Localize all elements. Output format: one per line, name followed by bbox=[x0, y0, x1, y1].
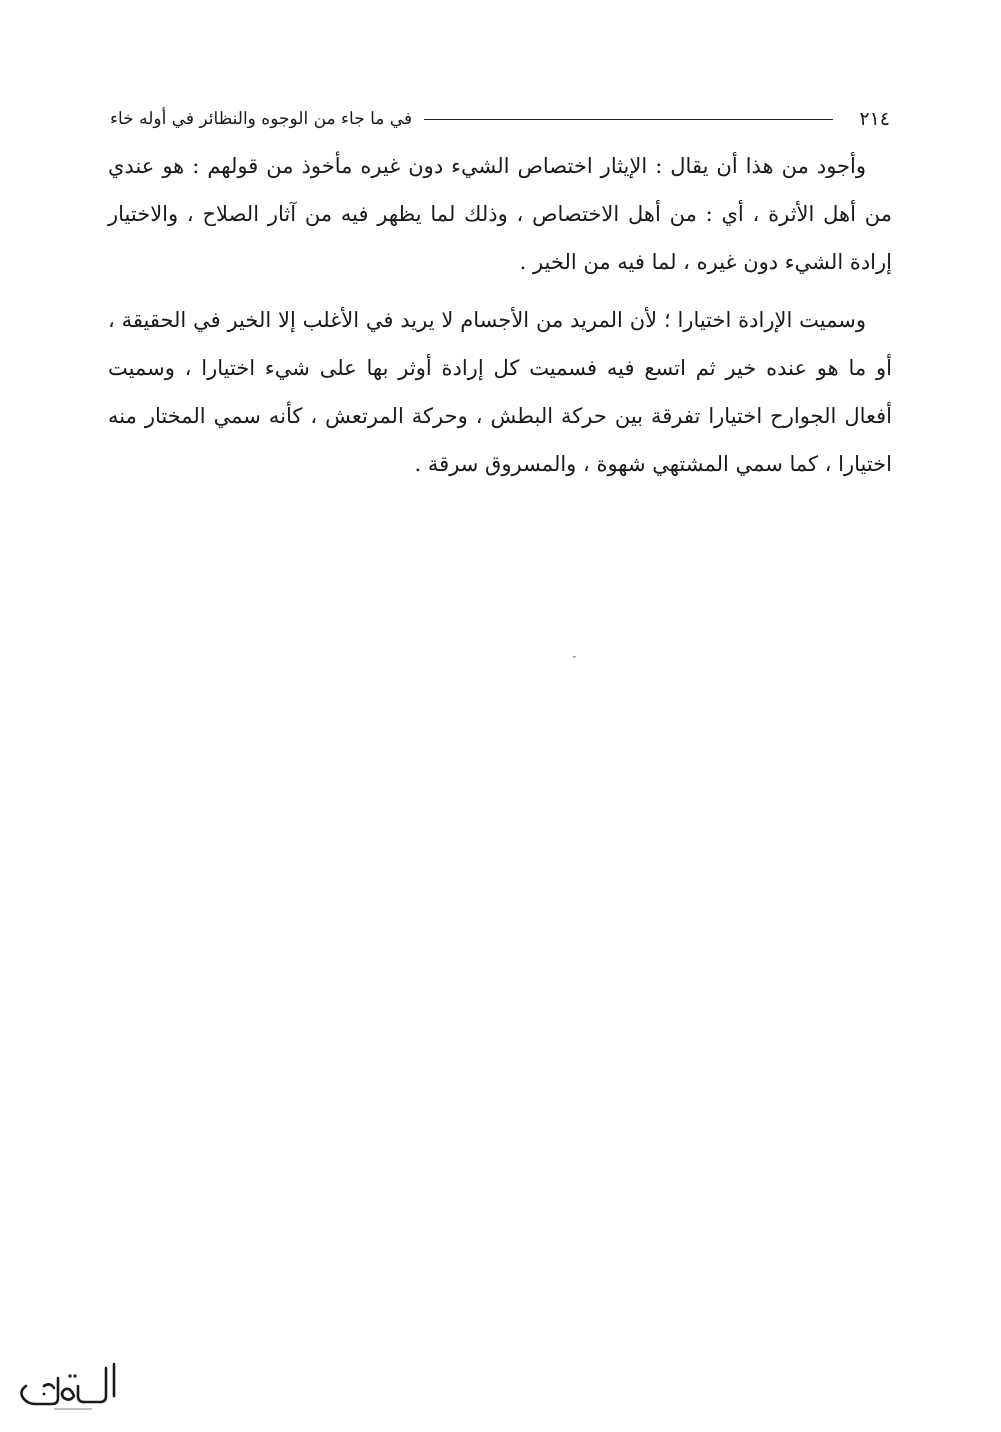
scan-speck: ˜ bbox=[572, 656, 577, 667]
header-title: في ما جاء من الوجوه والنظائر في أوله خاء bbox=[110, 109, 413, 129]
publisher-logo bbox=[14, 1356, 124, 1414]
page-number: ٢١٤ bbox=[859, 108, 890, 130]
paragraph-2: وسميت الإرادة اختيارا ؛ لأن المريد من الأجسام لا يريد في الأغلب إلا الخير في الحقيقة ، أو ما هو عنده خير ثم اتسع فيه فسميت كل إرادة أوثر بها على شيء اختيارا ، وسميت أفعال الجوارح اختيارا تفرقة بين حركة البطش ، وحركة المرتعش ، كأنه سمي المختار منه اختيارا ، كما سمي المشتهي شهوة ، والمسروق سرقة . bbox=[108, 308, 892, 476]
header-rule bbox=[424, 119, 833, 120]
calligraphy-logo-icon bbox=[14, 1356, 124, 1414]
body-text bbox=[108, 142, 892, 498]
paragraph-1: وأجود من هذا أن يقال : الإيثار اختصاص الشيء دون غيره مأخوذ من قولهم : هو عندي من أهل الأثرة ، أي : من أهل الاختصاص ، وذلك لما يظهر فيه من آثار الصلاح ، والاختيار إرادة الشيء دون غيره ، لما فيه من الخير . bbox=[108, 154, 892, 274]
running-header bbox=[110, 104, 890, 134]
